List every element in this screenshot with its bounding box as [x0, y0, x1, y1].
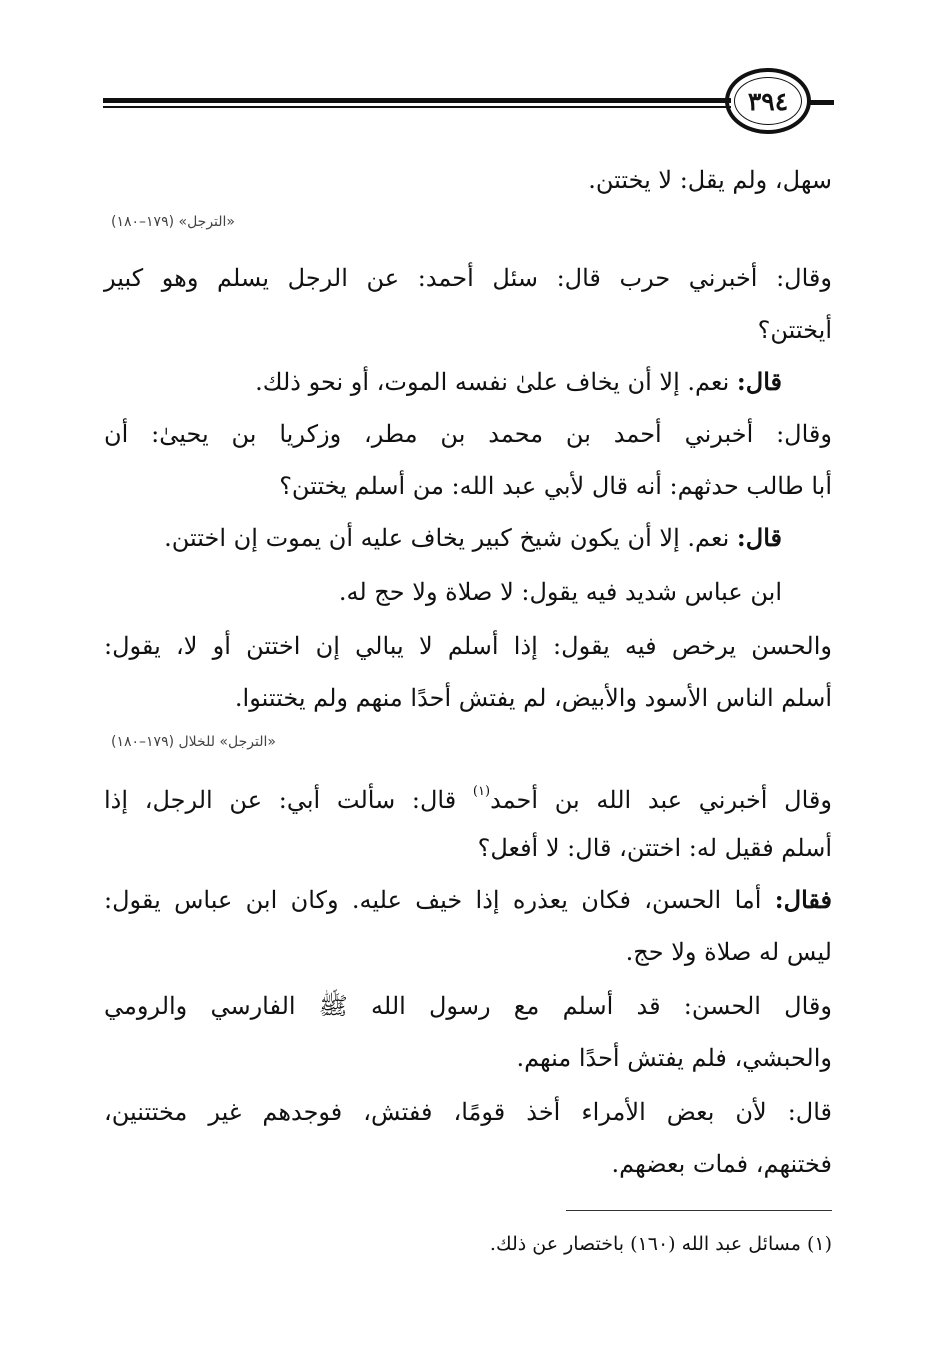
paragraph-line: سهل، ولم يقل: لا يختتن. — [588, 166, 832, 194]
paragraph-line: قال: لأن بعض الأمراء أخذ قومًا، ففتش، فوجدهم غير مختتنين، — [104, 1098, 833, 1126]
paragraph-line: وقال: أخبرني أحمد بن محمد بن مطر، وزكريا بن يحيىٰ: أن — [104, 420, 832, 448]
paragraph-line — [104, 880, 832, 920]
paragraph-line: وقال الحسن: قد أسلم مع رسول الله ﷺ الفارسي والرومي — [104, 992, 832, 1020]
header-rule-thin — [103, 106, 731, 108]
speaker-label: قال: — [736, 367, 782, 396]
paragraph-text: نعم. إلا أن يخاف علىٰ نفسه الموت، أو نحو ذلك. — [255, 368, 737, 396]
paragraph-line: والحسن يرخص فيه يقول: إذا أسلم لا يبالي إن اختتن أو لا، يقول: — [104, 632, 832, 660]
paragraph-line: أسلم الناس الأسود والأبيض، لم يفتش أحدًا منهم ولم يختتنوا. — [234, 684, 832, 712]
page-number: ٣٩٤ — [747, 86, 789, 116]
header-rule — [103, 98, 731, 109]
header-rule-tail — [808, 100, 834, 105]
footnote-marker: (١) — [806, 1233, 832, 1255]
speaker-label: قال: — [736, 523, 782, 552]
paragraph-text: وقال أخبرني عبد الله بن أحمد — [490, 786, 832, 814]
paragraph-line: أبا طالب حدثهم: أنه قال لأبي عبد الله: من أسلم يختتن؟ — [279, 472, 832, 500]
paragraph-line: ليس له صلاة ولا حج. — [625, 938, 832, 966]
footnote-text: مسائل عبد الله (١٦٠) باختصار عن ذلك. — [489, 1233, 801, 1255]
source-note: «الترجل» للخلال (١٧٩–١٨٠) — [111, 734, 276, 750]
page-number-badge — [725, 68, 811, 134]
footnote-separator — [566, 1210, 832, 1211]
paragraph-line: أسلم فقيل له: اختتن، قال: لا أفعل؟ — [477, 834, 832, 862]
footnote-reference[interactable]: (١) — [472, 784, 491, 799]
paragraph-line — [104, 776, 832, 820]
paragraph-text: قال: سألت أبي: عن الرجل، إذا — [104, 786, 457, 814]
header-rule-thick — [103, 98, 731, 103]
paragraph-line: فختنهم، فمات بعضهم. — [611, 1150, 832, 1178]
paragraph-text: أما الحسن، فكان يعذره إذا خيف عليه. وكان ابن عباس يقول: — [104, 886, 775, 914]
paragraph-line — [164, 518, 782, 558]
paragraph-line: ابن عباس شديد فيه يقول: لا صلاة ولا حج له. — [338, 578, 782, 606]
source-note: «الترجل» (١٧٩–١٨٠) — [111, 214, 235, 230]
paragraph-line: والحبشي، فلم يفتش أحدًا منهم. — [516, 1044, 832, 1072]
paragraph-text: نعم. إلا أن يكون شيخ كبير يخاف عليه أن يموت إن اختتن. — [164, 524, 737, 552]
paragraph-line — [255, 362, 782, 402]
speaker-label: فقال: — [774, 885, 832, 914]
paragraph-line: وقال: أخبرني حرب قال: سئل أحمد: عن الرجل يسلم وهو كبير — [104, 264, 832, 292]
paragraph-line: أيختتن؟ — [757, 316, 832, 344]
footnote — [490, 1228, 832, 1260]
